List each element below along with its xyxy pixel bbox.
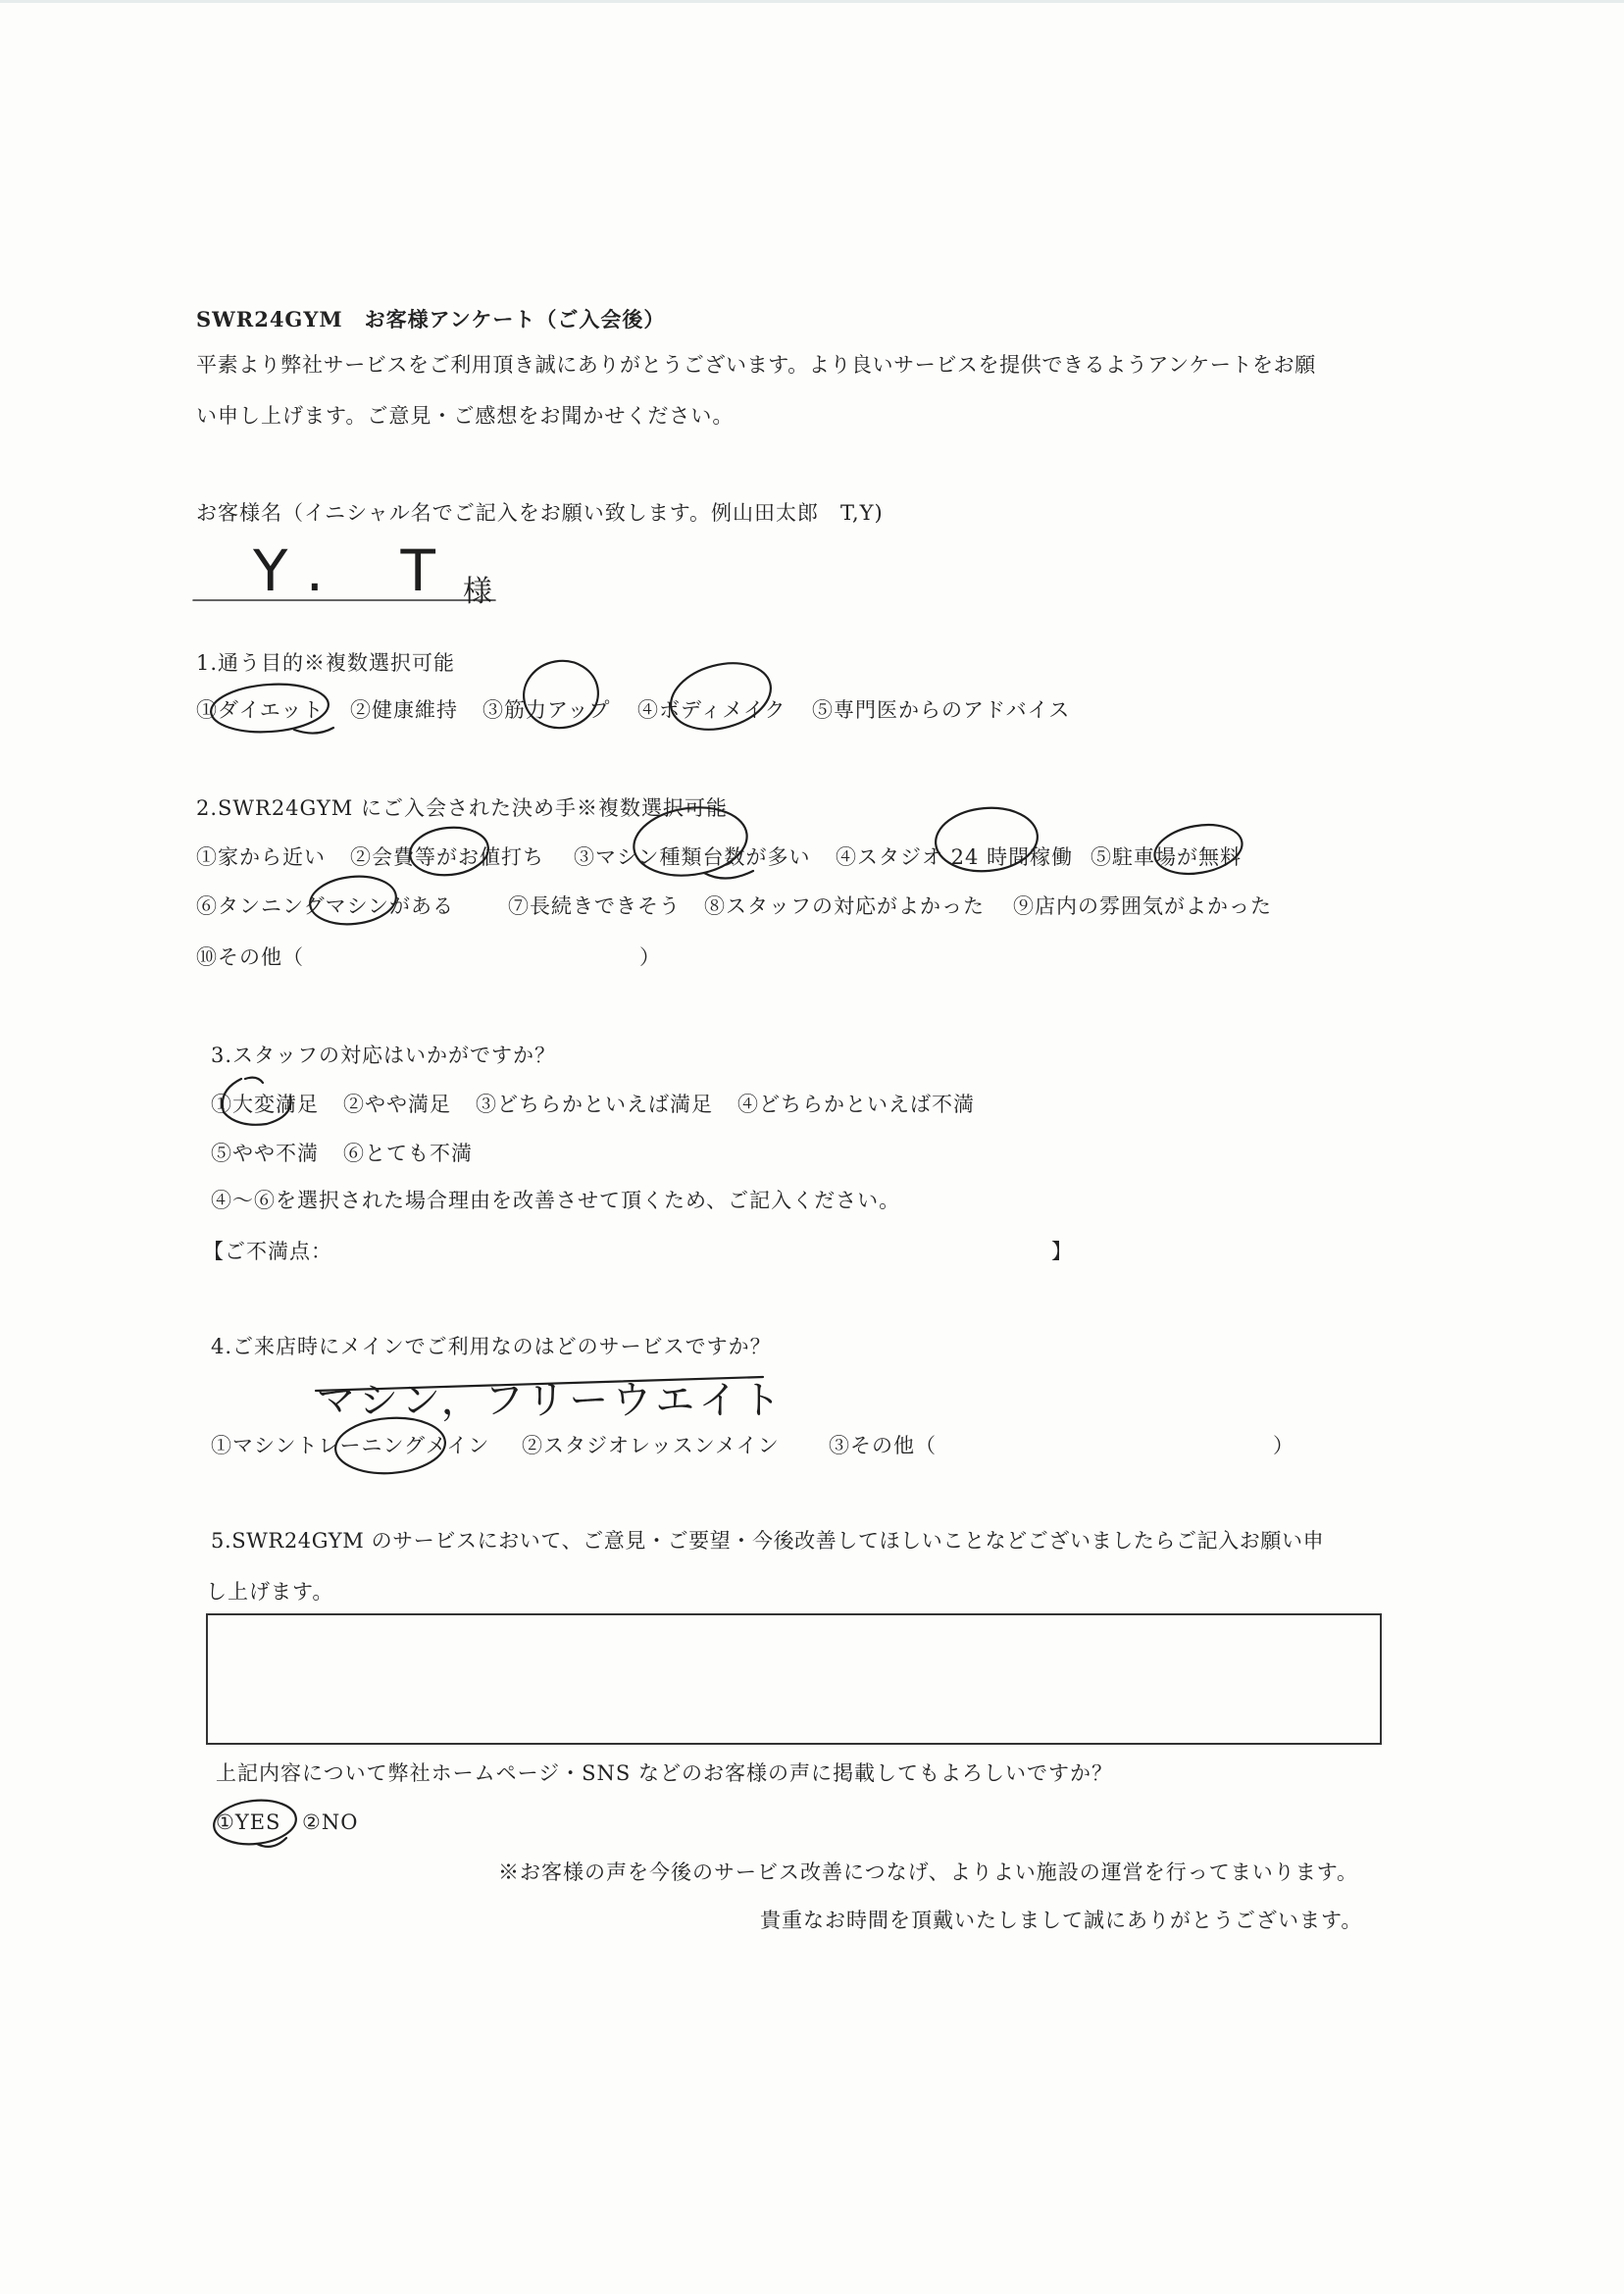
q3-option-5[interactable]: ⑤やや不満 [211, 1142, 319, 1165]
q2-option-9[interactable]: ⑨店内の雰囲気がよかった [1013, 894, 1272, 918]
q4-option-1[interactable]: ①マシントレーニングメイン [211, 1434, 490, 1457]
q1-option-3[interactable]: ③筋力アップ [482, 698, 611, 722]
q2-option-10[interactable]: ⑩その他（ [196, 945, 304, 969]
q2-question: 2.SWR24GYM にご入会された決め手※複数選択可能 [196, 796, 728, 820]
q1-option-2[interactable]: ②健康維持 [350, 698, 458, 722]
q3-complaint-close: 】 [1051, 1240, 1073, 1263]
handwritten-name: Y. T [253, 537, 465, 604]
q5-question-line-2: し上げます。 [206, 1580, 334, 1604]
q2-option-3[interactable]: ③マシン種類台数が多い [574, 845, 811, 869]
q3-option-4[interactable]: ④どちらかといえば不満 [737, 1093, 975, 1116]
footer-line-2: 貴重なお時間を頂戴いたしまして誠にありがとうございます。 [760, 1909, 1363, 1932]
name-label: お客様名（イニシャル名でご記入をお願い致します。例山田太郎 T,Y) [196, 501, 884, 525]
name-suffix: 様 [463, 575, 493, 609]
q2-option-4[interactable]: ④スタジオ 24 時間稼働 [836, 845, 1074, 869]
q3-option-2[interactable]: ②やや満足 [343, 1093, 451, 1116]
q2-option-5[interactable]: ⑤駐車場が無料 [1091, 845, 1242, 869]
survey-title: SWR24GYM お客様アンケート（ご入会後） [196, 307, 666, 331]
q2-option-2[interactable]: ②会費等がお値打ち [350, 845, 544, 869]
q3-option-1[interactable]: ①大変満足 [211, 1093, 319, 1116]
q4-option-2[interactable]: ②スタジオレッスンメイン [522, 1434, 780, 1457]
q1-option-1[interactable]: ①ダイエット [196, 698, 325, 722]
intro-line-1: 平素より弊社サービスをご利用頂き誠にありがとうございます。より良いサービスを提供できるようアンケートをお願 [196, 353, 1316, 377]
q3-note: ④～⑥を選択された場合理由を改善させて頂くため、ご記入ください。 [211, 1189, 901, 1212]
q4-other-close: ） [1273, 1434, 1294, 1457]
q5-question-line-1: 5.SWR24GYM のサービスにおいて、ご意見・ご要望・今後改善してほしいことなどございましたらご記入お願い申 [211, 1529, 1325, 1553]
consent-no[interactable]: ②NO [302, 1810, 359, 1834]
q1-question: 1.通う目的※複数選択可能 [196, 651, 456, 675]
q4-question: 4.ご来店時にメインでご利用なのはどのサービスですか？ [211, 1335, 772, 1358]
q3-question: 3.スタッフの対応はいかがですか？ [211, 1044, 557, 1067]
q1-option-4[interactable]: ④ボディメイク [637, 698, 787, 722]
q3-complaint-label: 【ご不満点： [203, 1240, 332, 1263]
consent-yes[interactable]: ①YES [216, 1810, 281, 1834]
consent-question: 上記内容について弊社ホームページ・SNS などのお客様の声に掲載してもよろしいですか？ [216, 1761, 1113, 1785]
q4-handwritten-note: マシン，フリーウエイト [316, 1378, 786, 1423]
footer-line-1: ※お客様の声を今後のサービス改善につなげ、よりよい施設の運営を行ってまいります。 [498, 1861, 1359, 1884]
q2-option-6[interactable]: ⑥タンニングマシンがある [196, 894, 455, 918]
q2-option-7[interactable]: ⑦長続きできそう [508, 894, 681, 918]
q2-option-1[interactable]: ①家から近い [196, 845, 326, 869]
q4-option-3[interactable]: ③その他（ [829, 1434, 937, 1457]
q3-option-3[interactable]: ③どちらかといえば満足 [476, 1093, 713, 1116]
q1-option-5[interactable]: ⑤専門医からのアドバイス [812, 698, 1071, 722]
q2-other-close: ） [639, 945, 661, 969]
q3-option-6[interactable]: ⑥とても不満 [343, 1142, 473, 1165]
intro-line-2: い申し上げます。ご意見・ご感想をお聞かせください。 [196, 404, 735, 428]
q2-option-8[interactable]: ⑧スタッフの対応がよかった [704, 894, 985, 918]
